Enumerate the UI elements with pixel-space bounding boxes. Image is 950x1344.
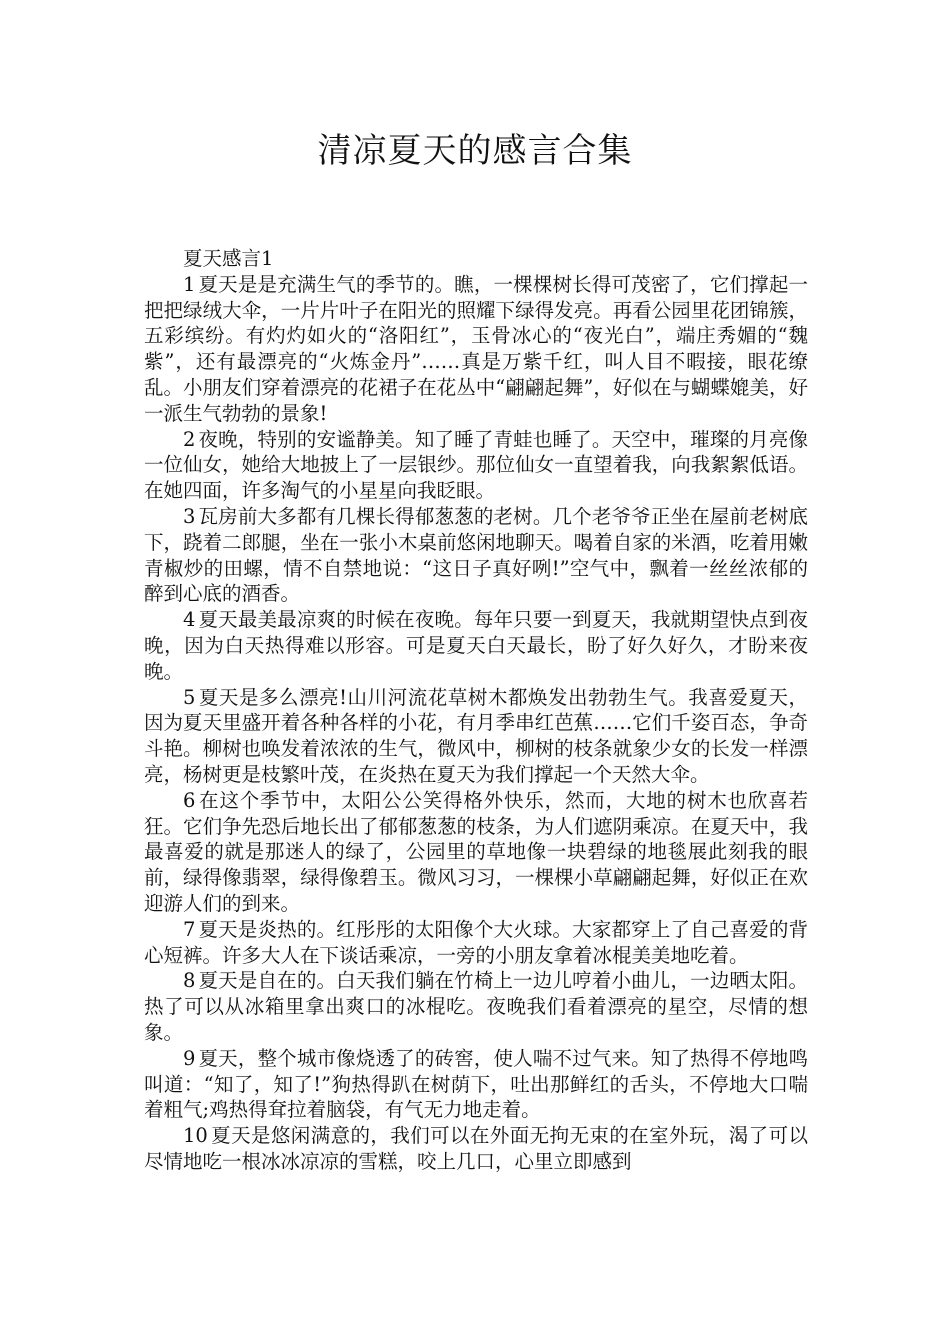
paragraph-text: 瓦房前大多都有几棵长得郁葱葱的老树。几个老爷爷正坐在屋前老树底下，跷着二郎腿，坐在一张小木桌前悠闲地聊天。喝着自家的米酒，吃着用嫩青椒炒的田螺，情不自禁地说：“这日子真好咧!”空气中，飘着一丝丝浓郁的醉到心底的酒香。: [144, 504, 808, 606]
paragraph-number: 1: [183, 272, 196, 296]
paragraph-text: 夏天是自在的。白天我们躺在竹椅上一边儿哼着小曲儿，一边晒太阳。热了可以从冰箱里拿出爽口的冰棍吃。夜晚我们看着漂亮的星空，尽情的想象。: [144, 969, 808, 1044]
paragraph-7: [144, 917, 808, 969]
paragraph-10: [144, 1123, 808, 1175]
paragraph-number: 4: [183, 608, 196, 632]
paragraph-number: 5: [183, 685, 196, 709]
paragraph-9: [144, 1046, 808, 1123]
paragraph-4: [144, 607, 808, 684]
paragraph-text: 夏天是是充满生气的季节的。瞧，一棵棵树长得可茂密了，它们撑起一把把绿绒大伞，一片片叶子在阳光的照耀下绿得发亮。再看公园里花团锦簇，五彩缤纷。有灼灼如火的“洛阳红”，玉骨冰心的“夜光白”，端庄秀媚的“魏紫”，还有最漂亮的“火炼金丹”……真是万紫千红，叫人目不暇接，眼花缭乱。小朋友们穿着漂亮的花裙子在花丛中“翩翩起舞”，好似在与蝴蝶媲美，好一派生气勃勃的景象!: [144, 272, 808, 425]
paragraph-number: 7: [183, 917, 196, 941]
paragraph-number: 10: [183, 1124, 208, 1148]
paragraph-text: 夏天是多么漂亮!山川河流花草树木都焕发出勃勃生气。我喜爱夏天，因为夏天里盛开着各种各样的小花，有月季串红芭蕉……它们千姿百态，争奇斗艳。柳树也唤发着浓浓的生气，微风中，柳树的枝条就象少女的长发一样漂亮，杨树更是枝繁叶茂，在炎热在夏天为我们撑起一个天然大伞。: [144, 685, 808, 786]
paragraph-5: [144, 685, 808, 788]
paragraph-6: [144, 788, 808, 917]
paragraph-number: 8: [183, 969, 196, 993]
paragraph-8: [144, 968, 808, 1045]
paragraph-text: 夏天是悠闲满意的，我们可以在外面无拘无束的在室外玩，渴了可以尽情地吃一根冰冰凉凉的雪糕，咬上几口，心里立即感到: [144, 1124, 808, 1173]
paragraph-text: 在这个季节中，太阳公公笑得格外快乐，然而，大地的树木也欣喜若狂。它们争先恐后地长出了郁郁葱葱的枝条，为人们遮阴乘凉。在夏天中，我最喜爱的就是那迷人的绿了，公园里的草地像一块碧绿的地毯展此刻我的眼前，绿得像翡翠，绿得像碧玉。微风习习，一棵棵小草翩翩起舞，好似正在欢迎游人们的到来。: [144, 788, 808, 915]
paragraph-1: [144, 272, 808, 427]
document-body: [144, 246, 808, 1175]
paragraph-number: 3: [183, 504, 196, 528]
section-heading: 夏天感言1: [183, 247, 274, 270]
paragraph-number: 9: [183, 1046, 196, 1070]
paragraph-2: [144, 427, 808, 504]
paragraph-text: 夜晚，特别的安谧静美。知了睡了青蛙也睡了。天空中，璀璨的月亮像一位仙女，她给大地披上了一层银纱。那位仙女一直望着我，向我絮絮低语。在她四面，许多淘气的小星星向我眨眼。: [144, 427, 808, 503]
paragraph-text: 夏天最美最凉爽的时候在夜晚。每年只要一到夏天，我就期望快点到夜晚，因为白天热得难以形容。可是夏天白天最长，盼了好久好久，才盼来夜晚。: [144, 608, 808, 683]
paragraph-text: 夏天是炎热的。红彤彤的太阳像个大火球。大家都穿上了自己喜爱的背心短裤。许多大人在下谈话乘凉，一旁的小朋友拿着冰棍美美地吃着。: [144, 917, 808, 967]
paragraph-3: [144, 504, 808, 607]
paragraph-number: 2: [183, 427, 196, 451]
paragraph-text: 夏天，整个城市像烧透了的砖窖，使人喘不过气来。知了热得不停地鸣叫道：“知了，知了!”狗热得趴在树荫下，吐出那鲜红的舌头，不停地大口喘着粗气;鸡热得耷拉着脑袋，有气无力地走着。: [144, 1046, 808, 1122]
paragraph-number: 6: [183, 788, 196, 812]
document-title: 清凉夏天的感言合集: [317, 131, 633, 171]
